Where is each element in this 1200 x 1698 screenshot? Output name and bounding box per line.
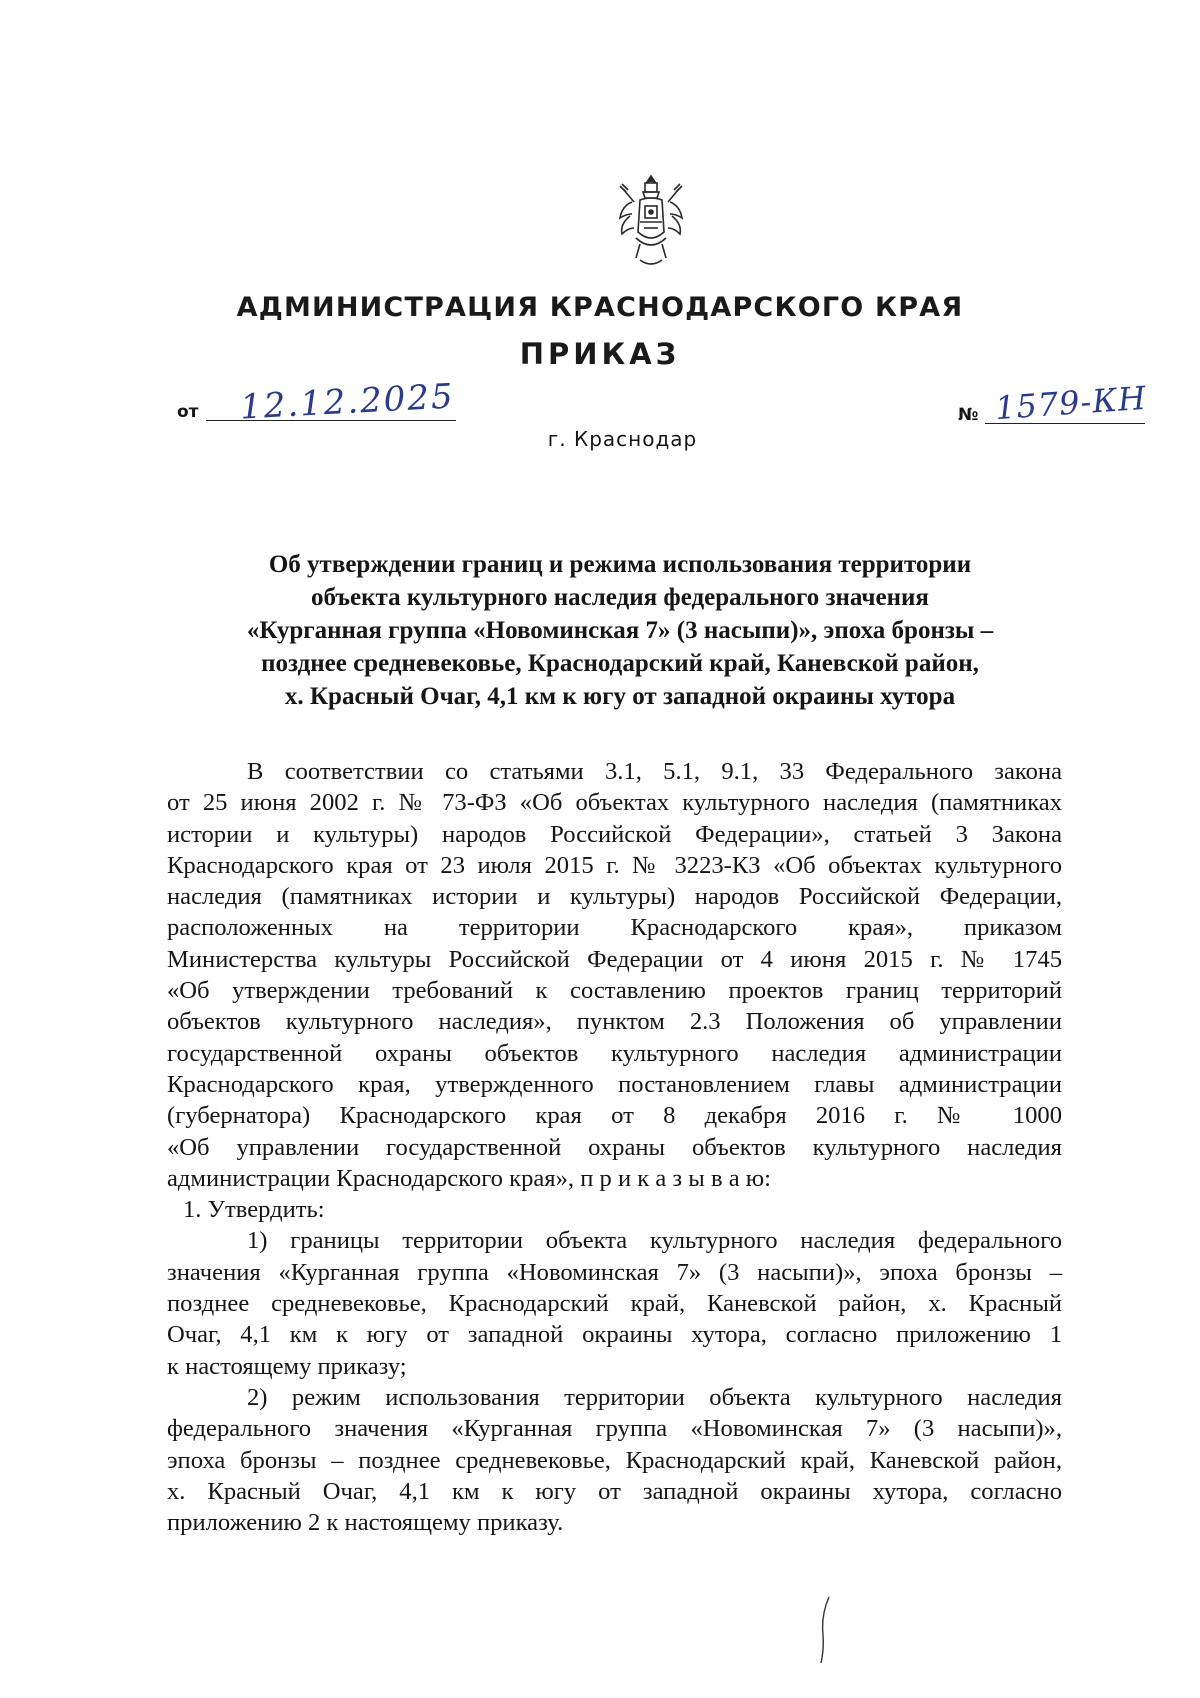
body-line: Очаг, 4,1 км к югу от западной окраины хутора, согласно приложению 1 bbox=[167, 1321, 1062, 1349]
body-line: 2) режим использования территории объекта культурного наследия bbox=[247, 1383, 1062, 1411]
document-title bbox=[160, 548, 1080, 713]
body-line: Министерства культуры Российской Федерации от 4 июня 2015 г. № 1745 bbox=[167, 945, 1062, 973]
body-line: значения «Курганная группа «Новоминская 7» (3 насыпи)», эпоха бронзы – bbox=[167, 1258, 1062, 1286]
title-line: Об утверждении границ и режима использования территории bbox=[268, 551, 972, 578]
body-line: 1) границы территории объекта культурного наследия федерального bbox=[247, 1227, 1062, 1255]
title-line: позднее средневековье, Краснодарский край, Каневской район, bbox=[261, 650, 979, 677]
body-line: объектов культурного наследия», пунктом 2.3 Положения об управлении bbox=[167, 1008, 1062, 1036]
body-line: от 25 июня 2002 г. № 73-ФЗ «Об объектах культурного наследия (памятниках bbox=[167, 789, 1062, 817]
body-line: государственной охраны объектов культурного наследия администрации bbox=[167, 1039, 1062, 1067]
body-line: позднее средневековье, Краснодарский край, Каневской район, х. Красный bbox=[167, 1290, 1062, 1318]
body-line: приложению 2 к настоящему приказу. bbox=[167, 1509, 564, 1537]
coat-of-arms-krasnodar-icon bbox=[610, 172, 692, 272]
date-handwritten: 12.12.2025 bbox=[239, 376, 456, 428]
body-line: «Об управлении государственной охраны объектов культурного наследия bbox=[167, 1133, 1062, 1161]
title-line: х. Красный Очаг, 4,1 км к югу от западной окраины хутора bbox=[284, 683, 956, 710]
body-line: администрации Краснодарского края», п р и к а з ы в а ю: bbox=[167, 1164, 771, 1192]
body-line: наследия (памятниках истории и культуры) народов Российской Федерации, bbox=[167, 883, 1062, 911]
title-line: «Курганная группа «Новоминская 7» (3 насыпи)», эпоха бронзы – bbox=[246, 617, 994, 644]
body-line: В соответствии со статьями 3.1, 5.1, 9.1, 33 Федерального закона bbox=[247, 758, 1062, 785]
body-line: Краснодарского края от 23 июля 2015 г. № 3223-КЗ «Об объектах культурного bbox=[167, 851, 1062, 879]
number-handwritten: 1579-КН bbox=[993, 378, 1149, 428]
body-line: эпоха бронзы – позднее средневековье, Краснодарский край, Каневской район, bbox=[167, 1446, 1062, 1474]
body-line: (губернатора) Краснодарского края от 8 декабря 2016 г. № 1000 bbox=[167, 1102, 1062, 1130]
body-line: к настоящему приказу; bbox=[167, 1352, 407, 1380]
body-line: х. Красный Очаг, 4,1 км к югу от западной окраины хутора, согласно bbox=[167, 1477, 1062, 1505]
title-line: объекта культурного наследия федерального значения bbox=[311, 584, 929, 611]
document-type: ПРИКАЗ bbox=[519, 337, 681, 371]
organization-name: АДМИНИСТРАЦИЯ КРАСНОДАРСКОГО КРАЯ bbox=[236, 292, 964, 323]
signature-mark bbox=[815, 1595, 835, 1665]
body-line: Краснодарского края, утвержденного постановлением главы администрации bbox=[167, 1070, 1062, 1098]
body-line: «Об утверждении требований к составлению проектов границ территорий bbox=[167, 977, 1062, 1005]
body-line: федерального значения «Курганная группа «Новоминская 7» (3 насыпи)», bbox=[167, 1415, 1062, 1443]
body-line: 1. Утвердить: bbox=[183, 1196, 325, 1224]
number-prefix: № bbox=[958, 405, 979, 425]
date-prefix: от bbox=[177, 402, 199, 422]
body-line: расположенных на территории Краснодарского края», приказом bbox=[167, 914, 1062, 942]
body-line: истории и культуры) народов Российской Федерации», статьей 3 Закона bbox=[167, 820, 1062, 848]
city: г. Краснодар bbox=[547, 427, 698, 451]
document-body bbox=[167, 756, 1062, 1538]
